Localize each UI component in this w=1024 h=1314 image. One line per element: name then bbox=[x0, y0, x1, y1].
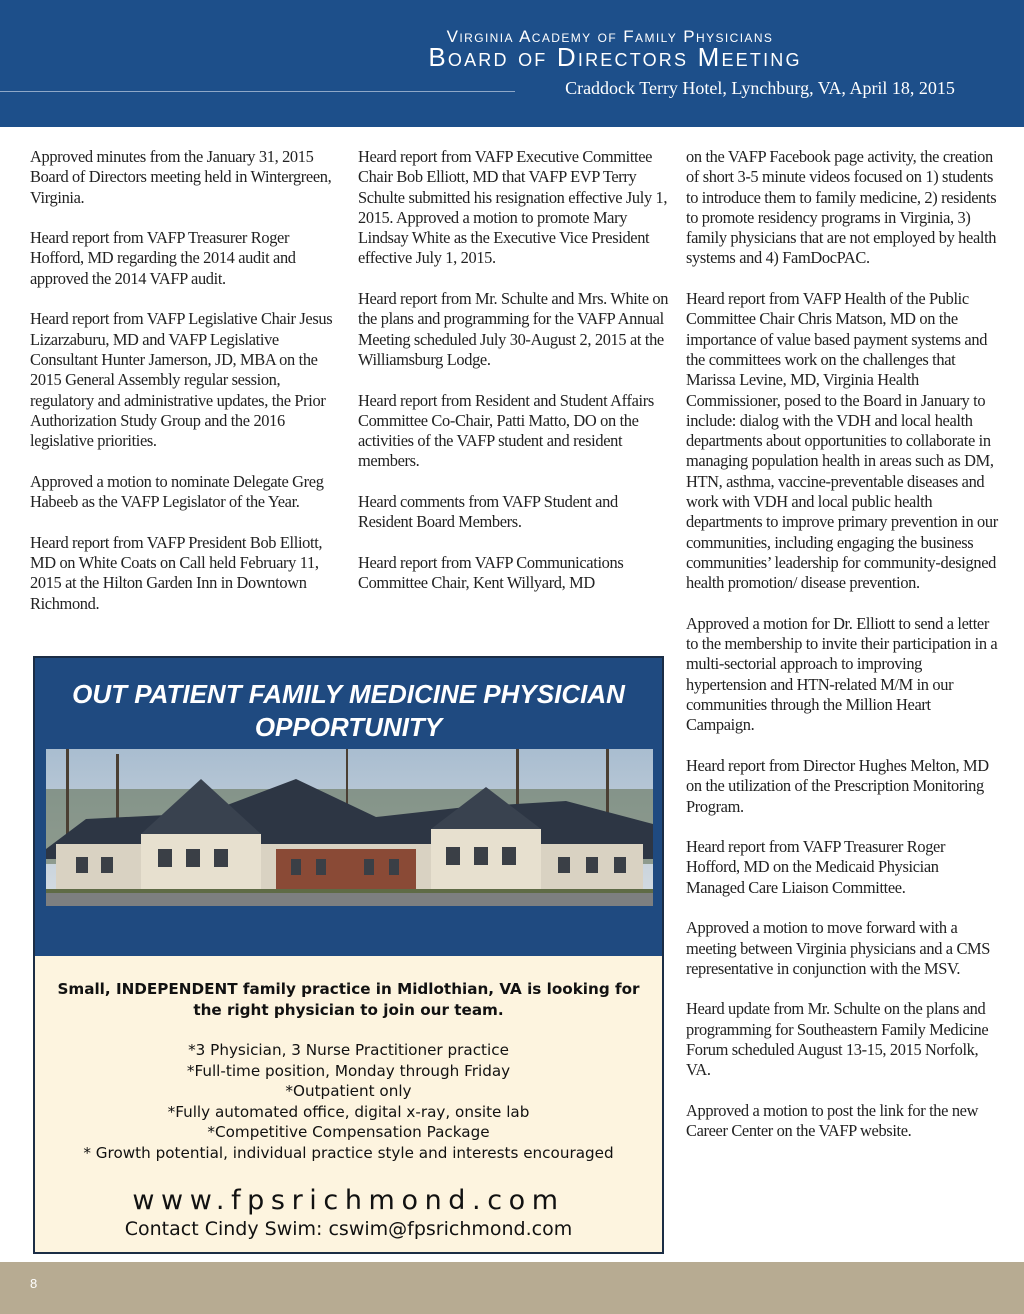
ad-title: OUT PATIENT FAMILY MEDICINE PHYSICIAN OPPORTUNITY bbox=[72, 679, 625, 742]
column-middle bbox=[358, 147, 670, 614]
column-right bbox=[686, 147, 998, 1162]
minutes-item: Heard report from VAFP Treasurer Roger Hofford, MD regarding the 2014 audit and approved the 2014 VAFP audit. bbox=[30, 228, 296, 288]
minutes-item: Heard comments from VAFP Student and Resident Board Members. bbox=[358, 492, 618, 532]
minutes-item: Approved a motion to nominate Delegate Greg Habeeb as the VAFP Legislator of the Year. bbox=[30, 471, 324, 512]
column-left bbox=[30, 147, 342, 634]
meeting-title: Board of Directors Meeting bbox=[428, 42, 802, 72]
job-advertisement bbox=[33, 656, 664, 1254]
ad-website-link[interactable]: www.fpsrichmond.com bbox=[132, 1185, 565, 1216]
meeting-venue: Craddock Terry Hotel, Lynchburg, VA, April 18, 2015 bbox=[565, 78, 955, 98]
ad-contact-line[interactable]: Contact Cindy Swim: cswim@fpsrichmond.com bbox=[124, 1218, 573, 1240]
header-rule bbox=[0, 91, 515, 92]
ad-bullet: *Competitive Compensation Package bbox=[207, 1123, 490, 1141]
ad-bullet: *3 Physician, 3 Nurse Practitioner practice bbox=[188, 1041, 509, 1059]
minutes-item: Heard report from VAFP Treasurer Roger Hofford, MD on the Medicaid Physician Managed Care Liaison Committee. bbox=[686, 837, 946, 897]
clinic-building-photo bbox=[46, 749, 653, 906]
minutes-item: on the VAFP Facebook page activity, the creation of short 3-5 minute videos focused on 1) students to introduce them to family medicine, 2) residents to promote residency programs in Virginia, 3) family physicians that are not employed by health systems and 4) FamDocPAC. bbox=[686, 147, 997, 268]
minutes-item: Heard report from VAFP Health of the Public Committee Chair Chris Matson, MD on the importance of value based payment systems and the committees work on the challenges that Marissa Levine, MD, Virginia Health Commissioner, posed to the Board in January to include: dialog with the VDH and local health departments about opportunities to collaborate in managing population health in areas such as DM, HTN, asthma, vaccine-preventable diseases and work with VDH and local public health departments to improve primary prevention in our communities, including engaging the business communities’ leadership for community-designed health promotion/ disease prevention. bbox=[686, 289, 998, 593]
clinic-building-illustration bbox=[46, 749, 653, 906]
minutes-item: Heard report from Mr. Schulte and Mrs. White on the plans and programming for the VAFP Annual Meeting scheduled July 30-August 2, 2015 at the Williamsburg Lodge. bbox=[358, 289, 669, 369]
minutes-item: Heard report from VAFP Executive Committee Chair Bob Elliott, MD that VAFP EVP Terry Schulte submitted his resignation effective July 1, 2015. Approved a motion to promote Mary Lindsay White as the Executive Vice President effective July 1, 2015. bbox=[358, 147, 668, 268]
ad-bullet-list bbox=[45, 1040, 652, 1163]
ad-header-panel bbox=[35, 658, 662, 956]
ad-body bbox=[45, 979, 652, 1163]
page-header bbox=[0, 0, 1024, 127]
ad-bullet: *Full-time position, Monday through Friday bbox=[186, 1061, 511, 1080]
minutes-item: Heard report from Resident and Student Affairs Committee Co-Chair, Patti Matto, DO on the activities of the VAFP student and resident members. bbox=[358, 390, 654, 471]
organization-name: Virginia Academy of Family Physicians bbox=[446, 27, 774, 46]
minutes-item: Heard update from Mr. Schulte on the plans and programming for Southeastern Family Medicine Forum scheduled August 13-15, 2015 Norfolk, VA. bbox=[686, 999, 989, 1080]
minutes-item: Heard report from VAFP Legislative Chair Jesus Lizarzaburu, MD and VAFP Legislative Consultant Hunter Jamerson, JD, MBA on the 2015 General Assembly regular session, regulatory and administrative updates, the Prior Authorization Study Group and the 2016 legislative priorities. bbox=[30, 309, 333, 451]
minutes-item: Heard report from VAFP Communications Committee Chair, Kent Willyard, MD bbox=[358, 552, 624, 593]
minutes-item: Heard report from VAFP President Bob Elliott, MD on White Coats on Call held February 11, 2015 at the Hilton Garden Inn in Downtown Richmond. bbox=[30, 532, 323, 613]
ad-bullet: * Growth potential, individual practice style and interests encouraged bbox=[83, 1143, 614, 1162]
minutes-item: Approved a motion for Dr. Elliott to send a letter to the membership to invite their participation in a multi-sectorial approach to improving hypertension and HTN-related M/M in our communities through the Million Heart Campaign. bbox=[686, 613, 998, 735]
ad-lead-text: Small, INDEPENDENT family practice in Midlothian, VA is looking for the right physician to join our team. bbox=[57, 980, 640, 1019]
ad-bullet: *Outpatient only bbox=[285, 1082, 412, 1100]
ad-bullet: *Fully automated office, digital x-ray, onsite lab bbox=[167, 1102, 530, 1121]
minutes-item: Approved a motion to post the link for the new Career Center on the VAFP website. bbox=[686, 1100, 979, 1141]
page-footer bbox=[0, 1262, 1024, 1314]
page-number: 8 bbox=[30, 1276, 38, 1291]
minutes-item: Approved minutes from the January 31, 2015 Board of Directors meeting held in Wintergreen, Virginia. bbox=[30, 147, 332, 207]
minutes-item: Approved a motion to move forward with a meeting between Virginia physicians and a CMS representative in conjunction with the MSV. bbox=[686, 918, 991, 978]
minutes-item: Heard report from Director Hughes Melton, MD on the utilization of the Prescription Monitoring Program. bbox=[686, 755, 989, 816]
